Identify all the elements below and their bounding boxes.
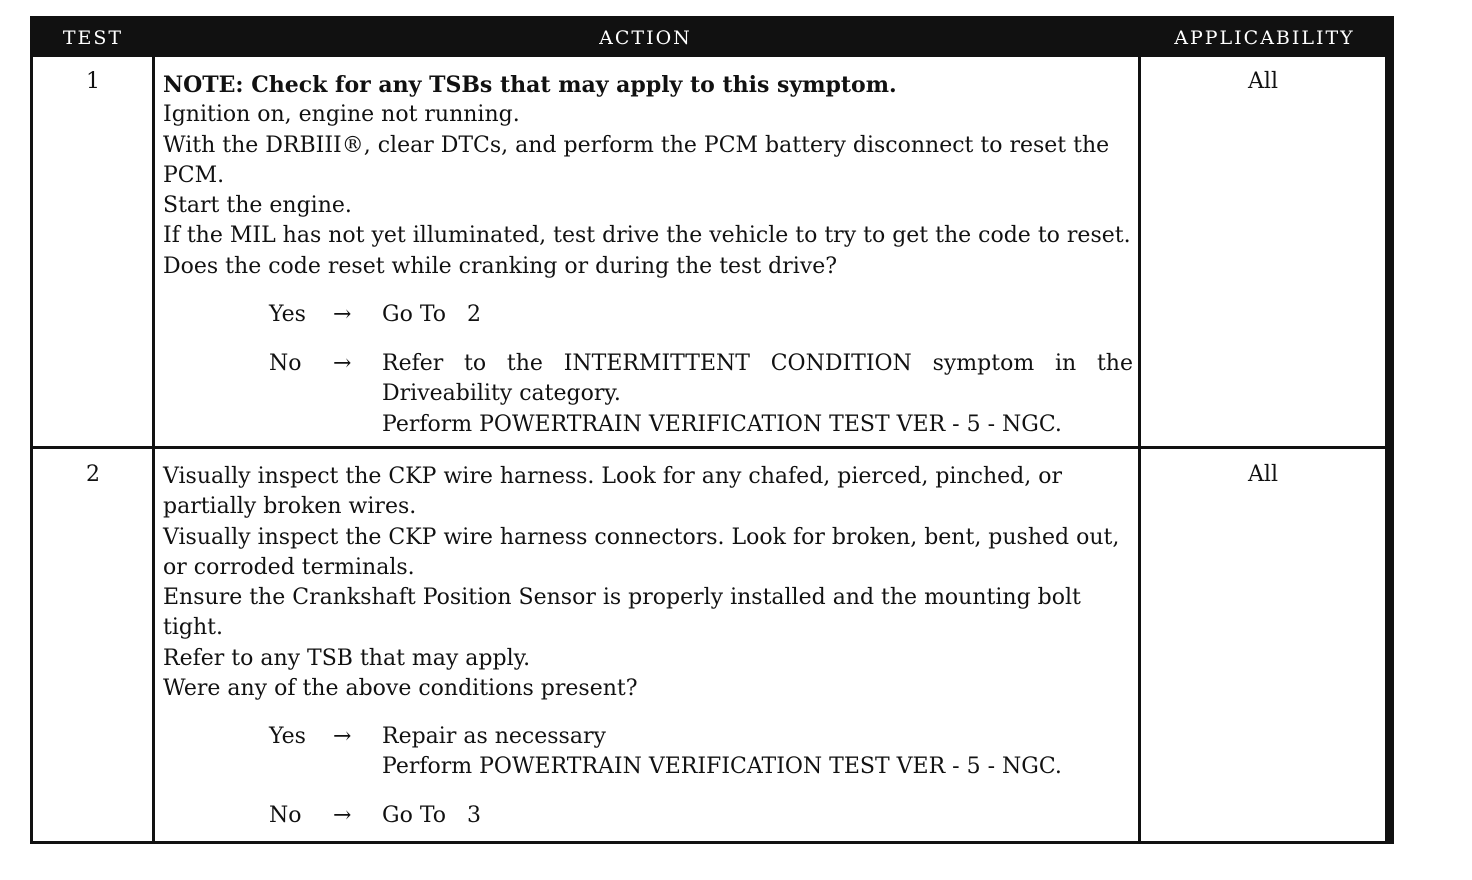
action-line: Start the engine. xyxy=(163,193,352,219)
action-line: Visually inspect the CKP wire harness. Look for any chafed, pierced, pinched, or xyxy=(163,464,1062,489)
header-applicability: APPLICABILITY xyxy=(1174,27,1355,49)
goto-link[interactable]: Go To 2 xyxy=(382,302,481,327)
action-text xyxy=(163,70,1133,282)
column-divider xyxy=(152,57,155,841)
action-line: Ignition on, engine not running. xyxy=(163,102,520,128)
arrow-icon: → xyxy=(333,351,352,376)
action-line: partially broken wires. xyxy=(163,494,417,520)
outcome-line: Perform POWERTRAIN VERIFICATION TEST VER - 5 - NGC. xyxy=(382,754,1062,780)
action-line: Ensure the Crankshaft Position Sensor is properly installed and the mounting bolt xyxy=(163,585,1081,611)
outcome-result xyxy=(382,801,1133,831)
outcome-line: Driveability category. xyxy=(382,381,621,407)
outcome-line: Perform POWERTRAIN VERIFICATION TEST VER - 5 - NGC. xyxy=(382,411,1062,437)
row-divider xyxy=(33,446,1391,449)
action-line: Refer to any TSB that may apply. xyxy=(163,645,531,671)
outcome-result xyxy=(382,722,1133,783)
diagnostic-table xyxy=(30,16,1394,844)
outcome-label: Yes xyxy=(269,302,306,327)
arrow-icon: → xyxy=(333,302,352,327)
test-number: 2 xyxy=(86,462,100,487)
outcome-line: Repair as necessary xyxy=(382,724,606,749)
column-divider xyxy=(1138,57,1141,841)
action-line: If the MIL has not yet illuminated, test drive the vehicle to try to get the code to reset. xyxy=(163,223,1131,249)
action-line: PCM. xyxy=(163,162,225,188)
applicability-value: All xyxy=(1248,462,1278,487)
outcome-label: Yes xyxy=(269,724,306,749)
goto-link[interactable]: Go To 3 xyxy=(382,803,481,828)
outcome-line: Refer to the INTERMITTENT CONDITION symptom in the xyxy=(382,351,1133,376)
action-line: With the DRBIII®, clear DTCs, and perform the PCM battery disconnect to reset the xyxy=(163,132,1110,158)
applicability-value: All xyxy=(1248,69,1278,94)
action-line: tight. xyxy=(163,615,223,641)
outcome-label: No xyxy=(269,351,302,376)
header-test: TEST xyxy=(62,27,124,49)
action-line: Were any of the above conditions present? xyxy=(163,676,638,702)
action-line: Visually inspect the CKP wire harness connectors. Look for broken, bent, pushed out, xyxy=(163,524,1120,550)
outcome-label: No xyxy=(269,803,302,828)
table-header xyxy=(33,19,1391,57)
right-border xyxy=(1385,57,1391,841)
action-line: Does the code reset while cranking or during the test drive? xyxy=(163,253,838,279)
arrow-icon: → xyxy=(333,724,352,749)
test-number: 1 xyxy=(86,69,100,94)
arrow-icon: → xyxy=(333,803,352,828)
outcome-result xyxy=(382,349,1133,440)
action-line: or corroded terminals. xyxy=(163,554,415,580)
outcome-result xyxy=(382,300,1133,330)
header-action: ACTION xyxy=(599,27,692,49)
action-text xyxy=(163,462,1133,704)
note-line: NOTE: Check for any TSBs that may apply to this symptom. xyxy=(163,72,897,98)
